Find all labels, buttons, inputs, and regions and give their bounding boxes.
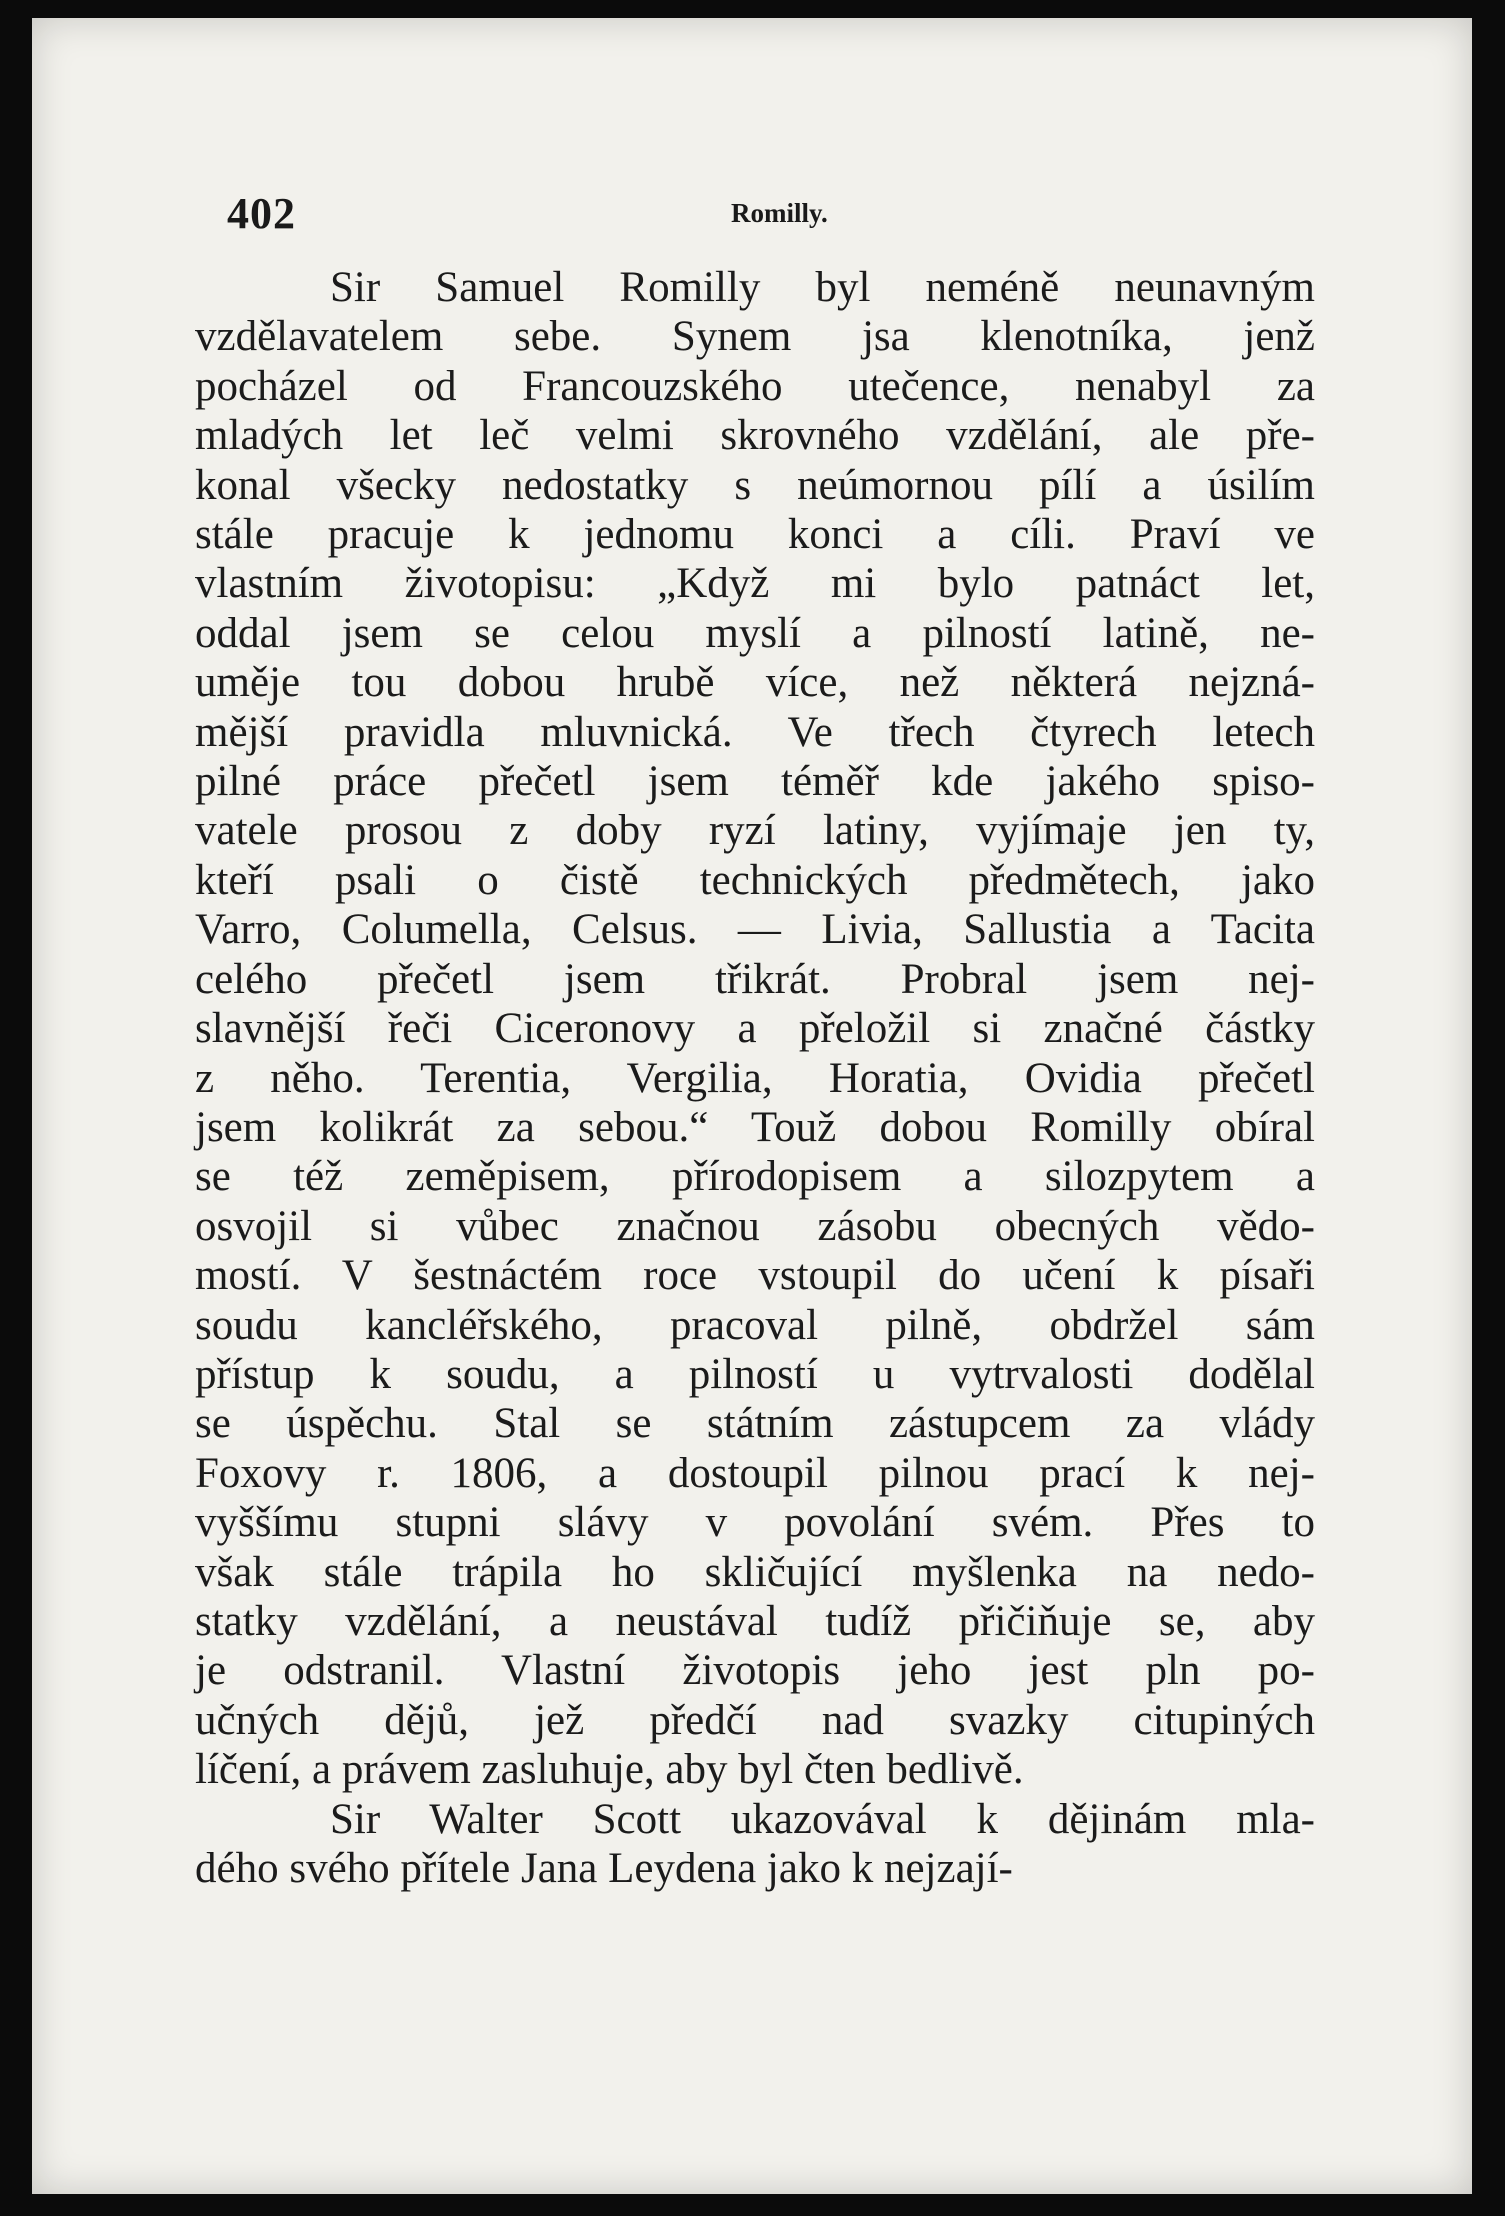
text-line: vlastním životopisu: „Když mi bylo patnáct let, (195, 560, 1315, 608)
page-header (227, 188, 1367, 248)
text-line: pocházel od Francouzského utečence, nenabyl za (195, 362, 1315, 410)
text-line: dého svého přítele Jana Leydena jako k nejzají- (195, 1845, 1013, 1892)
text-line: slavnější řeči Ciceronovy a přeložil si značné částky (195, 1005, 1315, 1053)
text-line: Foxovy r. 1806, a dostoupil pilnou prací k nej- (195, 1449, 1315, 1497)
text-line: však stále trápila ho skličující myšlenka na nedo- (195, 1548, 1315, 1596)
text-line: stále pracuje k jednomu konci a cíli. Praví ve (195, 511, 1315, 559)
text-line: mladých let leč velmi skrovného vzdělání, ale pře- (195, 412, 1315, 460)
text-line: jsem kolikrát za sebou.“ Touž dobou Romilly obíral (195, 1103, 1315, 1151)
text-line: se úspěchu. Stal se státním zástupcem za vlády (195, 1400, 1315, 1448)
text-line: mostí. V šestnáctém roce vstoupil do učení k písaři (195, 1252, 1315, 1300)
text-line: kteří psali o čistě technických předmětech, jako (195, 856, 1315, 904)
page-number: 402 (227, 189, 296, 238)
text-line: líčení, a právem zasluhuje, aby byl čten bedlivě. (195, 1746, 1024, 1794)
text-line: z něho. Terentia, Vergilia, Horatia, Ovidia přečetl (195, 1054, 1315, 1102)
text-line: osvojil si vůbec značnou zásobu obecných vědo- (195, 1202, 1315, 1250)
paragraph (195, 263, 1315, 1795)
running-head: Romilly. (731, 198, 828, 228)
text-line: oddal jsem se celou myslí a pilností latině, ne- (195, 609, 1315, 657)
text-line: přístup k soudu, a pilností u vytrvalosti dodělal (195, 1350, 1315, 1398)
text-line: statky vzdělání, a neustával tudíž přičiňuje se, aby (195, 1597, 1315, 1645)
paragraph (195, 1795, 1315, 1894)
text-line: uměje tou dobou hrubě více, než některá nejzná- (195, 659, 1315, 707)
text-line: Sir Walter Scott ukazovával k dějinám mla- (330, 1795, 1315, 1843)
text-line: se též zeměpisem, přírodopisem a silozpytem a (195, 1153, 1315, 1201)
text-line: Varro, Columella, Celsus. — Livia, Sallustia a Tacita (195, 906, 1315, 954)
text-line: mější pravidla mluvnická. Ve třech čtyrech letech (195, 708, 1315, 756)
text-line: konal všecky nedostatky s neúmornou pílí a úsilím (195, 461, 1315, 509)
text-line: je odstranil. Vlastní životopis jeho jest pln po- (195, 1647, 1315, 1695)
text-line: vyššímu stupni slávy v povolání svém. Přes to (195, 1499, 1315, 1547)
text-line: učných dějů, jež předčí nad svazky citupiných (195, 1696, 1315, 1744)
text-line: pilné práce přečetl jsem téměř kde jakého spiso- (195, 758, 1315, 806)
text-line: soudu kancléřského, pracoval pilně, obdržel sám (195, 1301, 1315, 1349)
text-line: Sir Samuel Romilly byl neméně neunavným (330, 264, 1315, 311)
body-text (195, 263, 1315, 1893)
text-line: vatele prosou z doby ryzí latiny, vyjímaje jen ty, (195, 807, 1315, 855)
text-line: celého přečetl jsem třikrát. Probral jsem nej- (195, 955, 1315, 1003)
text-line: vzdělavatelem sebe. Synem jsa klenotníka, jenž (195, 313, 1315, 361)
